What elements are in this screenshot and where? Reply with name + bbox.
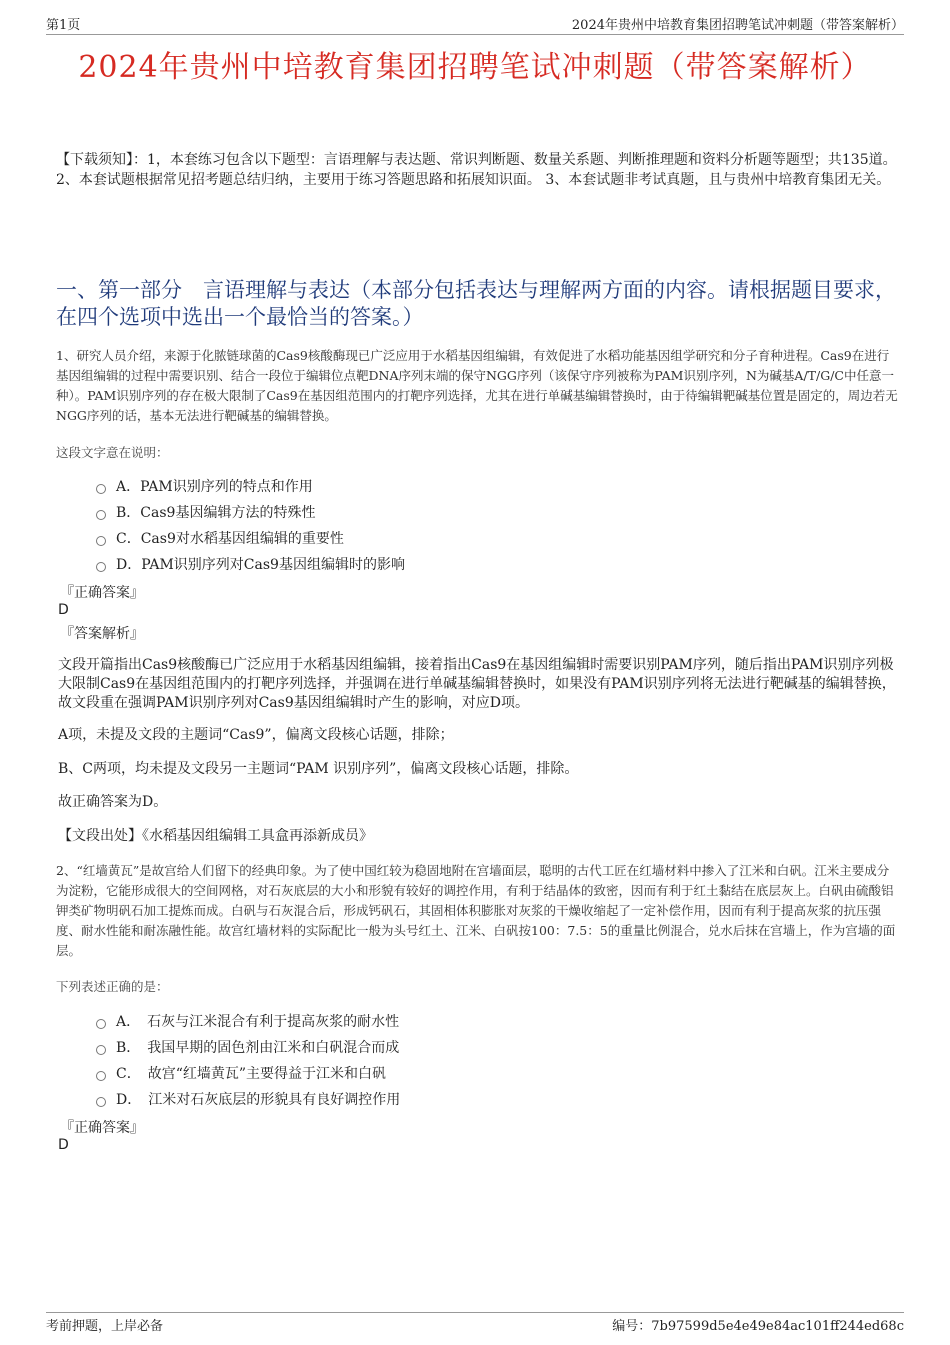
answer-value: D: [58, 1137, 69, 1153]
option-b[interactable]: B．Cas9基因编辑方法的特殊性: [96, 499, 876, 525]
source-citation: 【文段出处】《水稻基因组编辑工具盒再添新成员》: [58, 828, 373, 844]
analysis-line: B、C两项，均未提及文段另一主题词“PAM 识别序列”，偏离文段核心话题，排除。: [58, 761, 579, 777]
option-c[interactable]: C．Cas9对水稻基因组编辑的重要性: [96, 525, 876, 551]
radio-icon[interactable]: [96, 562, 106, 572]
question-2-prompt: 下列表述正确的是：: [56, 979, 169, 994]
question-1-prompt: 这段文字意在说明：: [56, 445, 169, 460]
question-1-options: [96, 473, 876, 577]
radio-icon[interactable]: [96, 1097, 106, 1107]
analysis-line: A项，未提及文段的主题词“Cas9”，偏离文段核心话题，排除；: [58, 727, 454, 743]
header-doc-title: 2024年贵州中培教育集团招聘笔试冲刺题（带答案解析）: [571, 18, 904, 33]
radio-icon[interactable]: [96, 1019, 106, 1029]
page-header: [46, 14, 904, 35]
analysis-label: 『答案解析』: [60, 626, 144, 642]
answer-label: 『正确答案』: [60, 585, 144, 601]
option-d[interactable]: D．PAM识别序列对Cas9基因组编辑时的影响: [96, 551, 876, 577]
radio-icon[interactable]: [96, 536, 106, 546]
footer-id: 编号：7b97599d5e4e49e84ac101ff244ed68c: [612, 1319, 904, 1334]
radio-icon[interactable]: [96, 510, 106, 520]
answer-value: D: [58, 602, 69, 618]
answer-label: 『正确答案』: [60, 1120, 144, 1136]
footer-slogan: 考前押题，上岸必备: [46, 1319, 164, 1334]
option-a[interactable]: A． 石灰与江米混合有利于提高灰浆的耐水性: [96, 1008, 876, 1034]
page-title: 2024年贵州中培教育集团招聘笔试冲刺题（带答案解析）: [78, 50, 872, 85]
download-notice: 【下载须知】：1，本套练习包含以下题型：言语理解与表达题、常识判断题、数量关系题、判断推理题和资料分析题等题型；共135道。 2、本套试题根据常见招考题总结归纳，主要用于练习答题思路和拓展知识面。 3、本套试题非考试真题，且与贵州中培教育集团无关。: [56, 152, 897, 188]
question-1-text: 1、研究人员介绍，来源于化脓链球菌的Cas9核酸酶现已广泛应用于水稻基因组编辑，有效促进了水稻功能基因组学研究和分子育种进程。Cas9在进行基因组编辑的过程中需要识别、结合一段位于编辑位点靶DNA序列末端的保守NGG序列（该保守序列被称为PAM识别序列，N为碱基A/T/G/C中任意一种）。PAM识别序列的存在极大限制了Cas9在基因组范围内的打靶序列选择，尤其在进行单碱基编辑替换时，由于待编辑靶碱基位置是固定的，周边若无NGG序列的话，基本无法进行靶碱基的编辑替换。: [56, 348, 898, 423]
radio-icon[interactable]: [96, 484, 106, 494]
page-number: 第1页: [46, 18, 81, 33]
radio-icon[interactable]: [96, 1045, 106, 1055]
question-2-text: 2、“红墙黄瓦”是故宫给人们留下的经典印象。为了使中国红较为稳固地附在宫墙面层，聪明的古代工匠在红墙材料中掺入了江米和白矾。江米主要成分为淀粉，它能形成很大的空间网格，对石灰底层的大小和形貌有较好的调控作用，有利于结晶体的致密，因而有利于红土黏结在底层灰上。白矾由硫酸铝钾类矿物明矾石加工提炼而成。白矾与石灰混合后，形成钙矾石，其固相体积膨胀对灰浆的干燥收缩起了一定补偿作用，因而有利于提高灰浆的抗压强度、耐水性能和耐冻融性能。故宫红墙材料的实际配比一般为头号红土、江米、白矾按100：7.5：5的重量比例混合，兑水后抹在宫墙上，作为宫墙的面层。: [56, 863, 896, 958]
page-footer: [46, 1312, 904, 1335]
option-c[interactable]: C． 故宫“红墙黄瓦”主要得益于江米和白矾: [96, 1060, 876, 1086]
radio-icon[interactable]: [96, 1071, 106, 1081]
analysis-line: 故正确答案为D。: [58, 794, 168, 810]
option-d[interactable]: D． 江米对石灰底层的形貌具有良好调控作用: [96, 1086, 876, 1112]
question-2-options: [96, 1008, 876, 1112]
option-b[interactable]: B． 我国早期的固色剂由江米和白矾混合而成: [96, 1034, 876, 1060]
section-title: 一、第一部分 言语理解与表达（本部分包括表达与理解两方面的内容。请根据题目要求，在四个选项中选出一个最恰当的答案。）: [56, 278, 896, 329]
option-a[interactable]: A．PAM识别序列的特点和作用: [96, 473, 876, 499]
analysis-paragraph: 文段开篇指出Cas9核酸酶已广泛应用于水稻基因组编辑，接着指出Cas9在基因组编辑时需要识别PAM序列，随后指出PAM识别序列极大限制Cas9在基因组范围内的打靶序列选择，并强调在进行单碱基编辑替换时，如果没有PAM识别序列将无法进行靶碱基的编辑替换，故文段重在强调PAM识别序列对Cas9基因组编辑时产生的影响，对应D项。: [58, 657, 896, 711]
